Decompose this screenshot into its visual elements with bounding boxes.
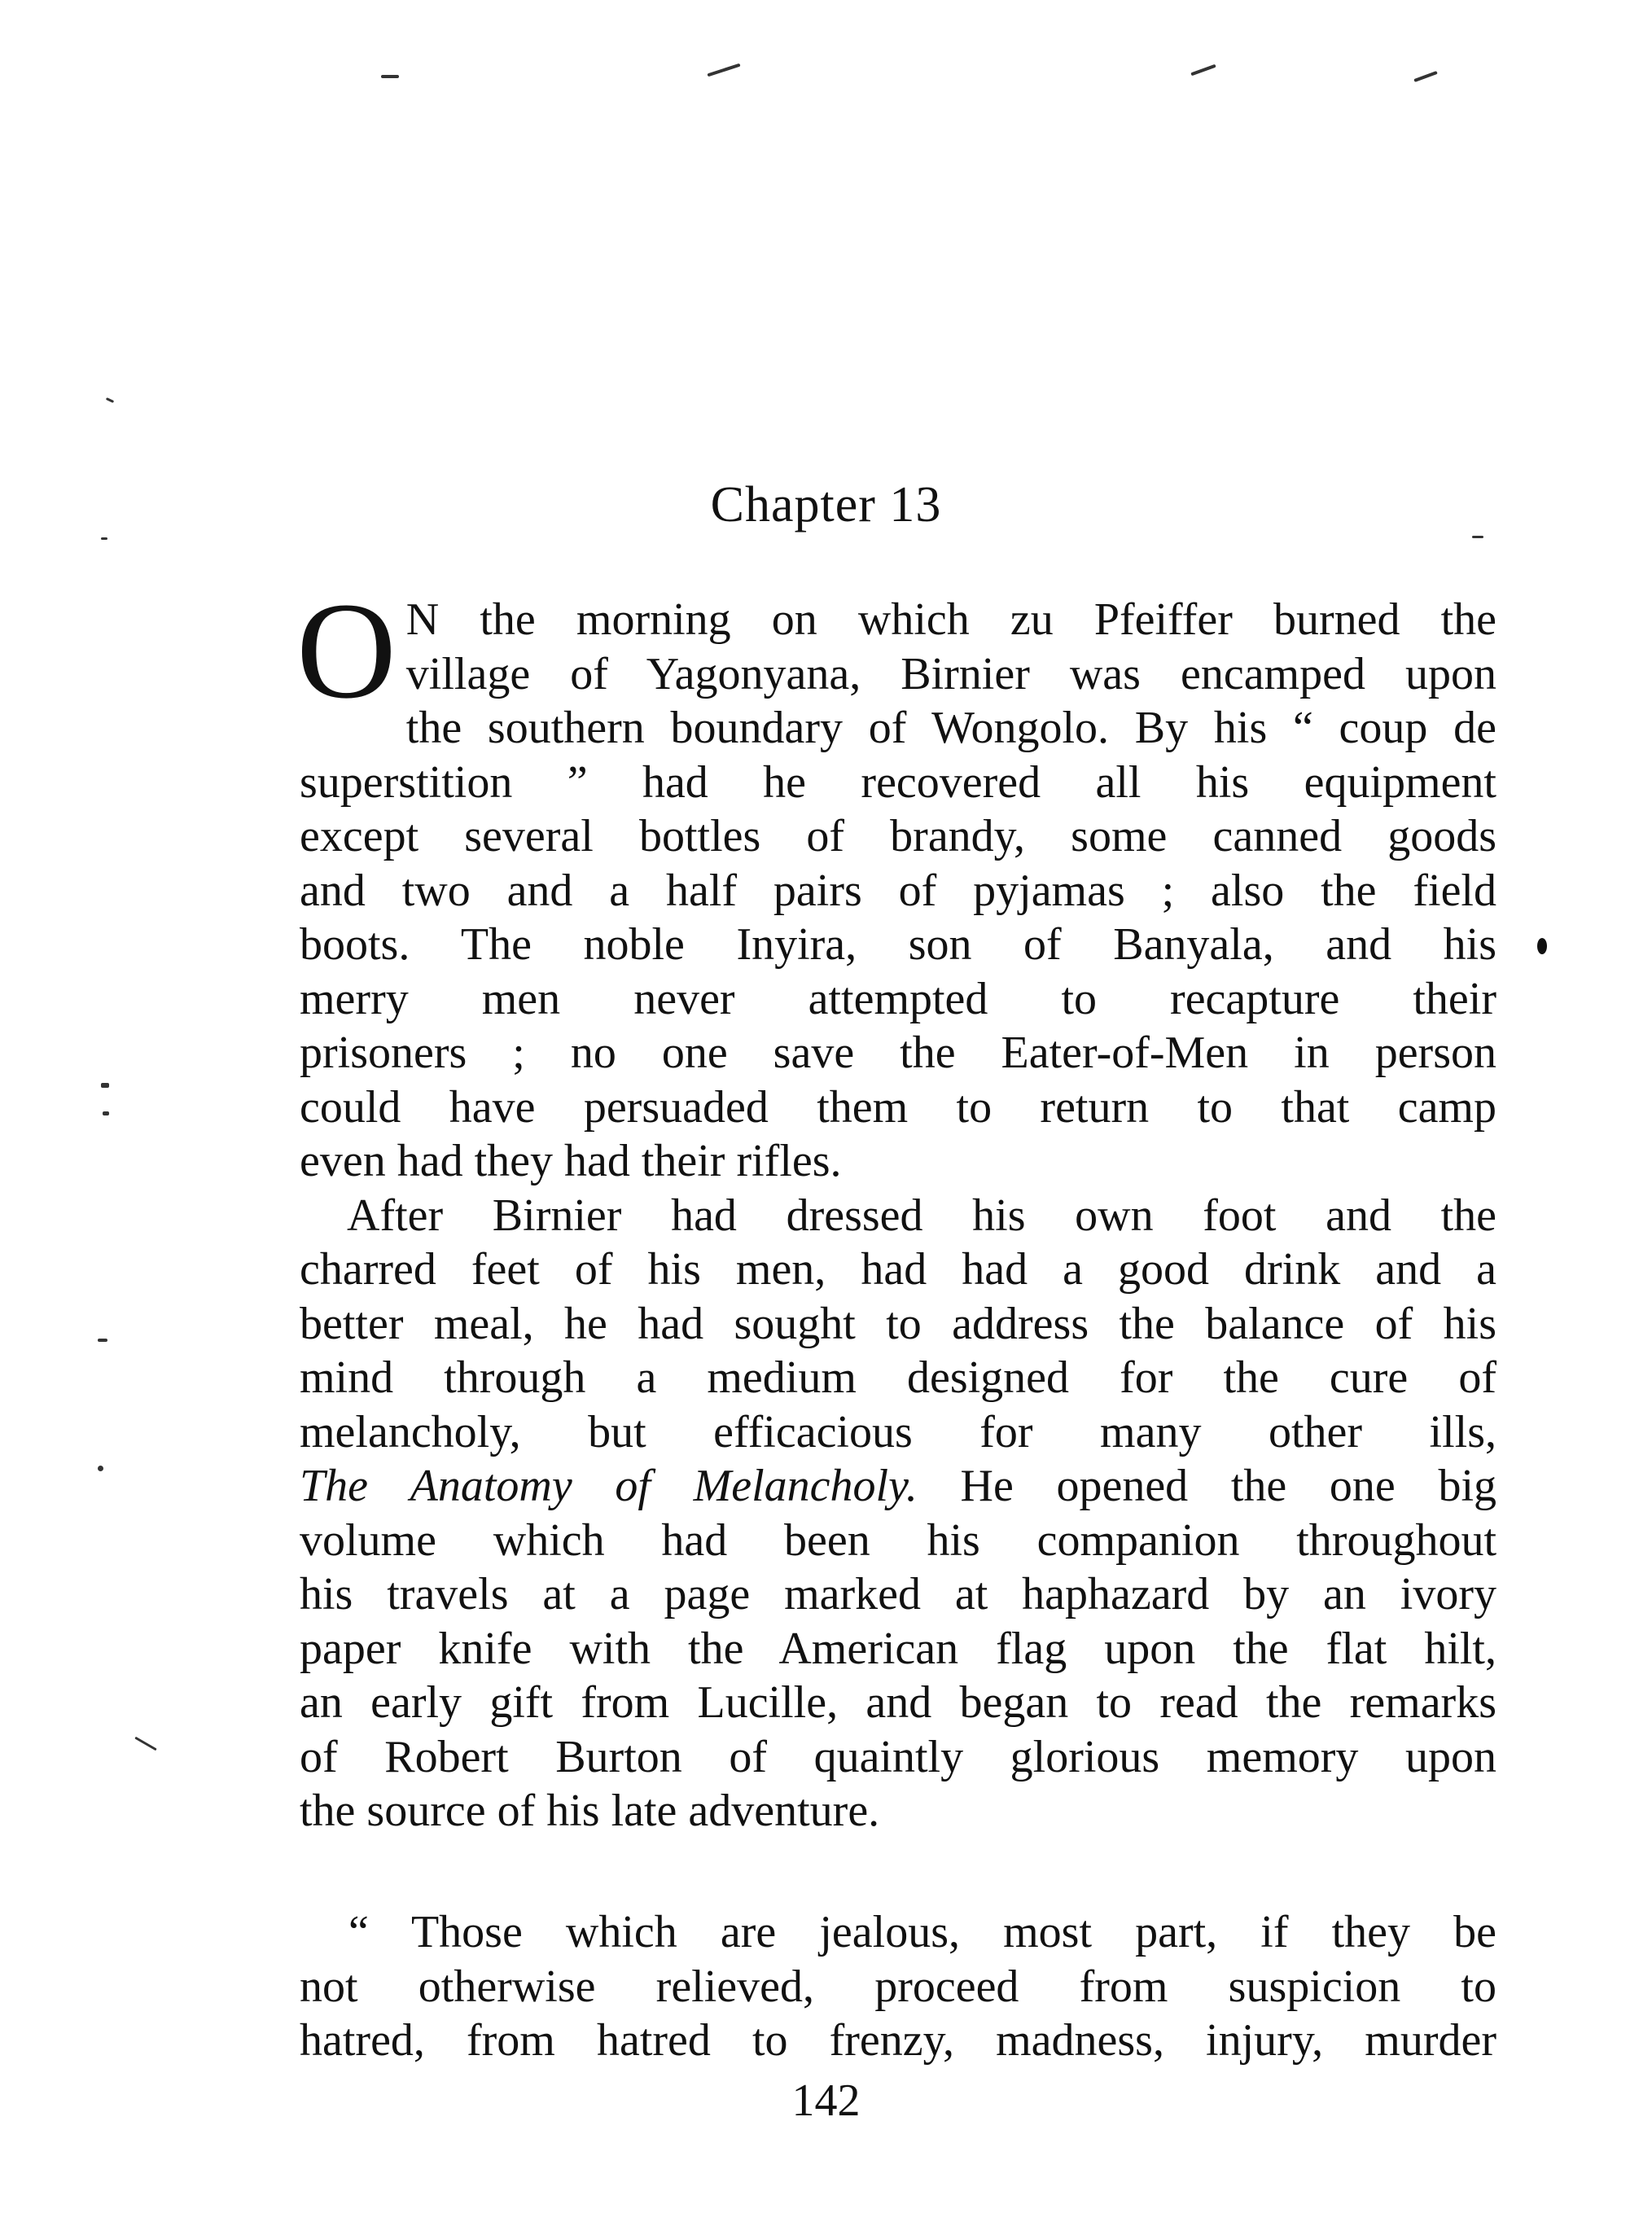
scan-speck bbox=[381, 75, 399, 78]
text-line: better meal, he had sought to address the balance of his bbox=[300, 1298, 1496, 1349]
paragraph-1 bbox=[296, 574, 1496, 1189]
text-line: charred feet of his men, had had a good drink and a bbox=[300, 1244, 1496, 1295]
text-line: paper knife with the American flag upon the flat hilt, bbox=[300, 1623, 1496, 1674]
quote-line: not otherwise relieved, proceed from suspicion to bbox=[300, 1961, 1496, 2012]
quotation-block bbox=[300, 1905, 1496, 2068]
text-fragment: He opened the one big bbox=[960, 1461, 1496, 1511]
text-line: the source of his late adventure. bbox=[300, 1786, 880, 1836]
quote-line: hatred, from hatred to frenzy, madness, injury, murder bbox=[300, 2015, 1496, 2066]
text-line: could have persuaded them to return to that camp bbox=[300, 1081, 1496, 1133]
text-line: an early gift from Lucille, and began to read the remarks bbox=[300, 1677, 1496, 1728]
text-line: of Robert Burton of quaintly glorious memory upon bbox=[300, 1731, 1496, 1782]
quote-line: “ Those which are jealous, most part, if they be bbox=[348, 1907, 1496, 1957]
text-line: N the morning on which zu Pfeiffer burned the bbox=[405, 594, 1496, 645]
scan-speck bbox=[106, 397, 114, 403]
text-line: volume which had been his companion throughout bbox=[300, 1514, 1496, 1566]
scan-speck bbox=[98, 1466, 103, 1471]
text-line: superstition ” had he recovered all his equipment bbox=[300, 756, 1496, 808]
scan-speck bbox=[101, 1083, 109, 1088]
text-line: and two and a half pairs of pyjamas ; also the field bbox=[300, 865, 1496, 916]
text-line: prisoners ; no one save the Eater-of-Men in person bbox=[300, 1028, 1496, 1078]
text-line: village of Yagonyana, Birnier was encamped upon bbox=[405, 648, 1496, 699]
text-line: melancholy, but efficacious for many other ills, bbox=[300, 1406, 1496, 1457]
scan-speck bbox=[1537, 938, 1547, 954]
scan-speck bbox=[1472, 536, 1483, 538]
page-number: 142 bbox=[791, 2075, 861, 2126]
scan-speck bbox=[1413, 71, 1438, 82]
text-line bbox=[300, 1459, 1496, 1514]
drop-cap-letter: O bbox=[296, 574, 397, 727]
body-text bbox=[296, 574, 1496, 1839]
book-title-italic: The Anatomy of Melancholy. bbox=[300, 1461, 918, 1511]
scan-speck bbox=[707, 64, 740, 77]
paragraph-2 bbox=[300, 1189, 1496, 1839]
text-line: except several bottles of brandy, some canned goods bbox=[300, 811, 1496, 861]
scan-speck bbox=[134, 1737, 156, 1751]
text-line: even had they had their rifles. bbox=[300, 1136, 842, 1186]
scan-speck bbox=[1190, 64, 1216, 77]
text-line: merry men never attempted to recapture their bbox=[300, 973, 1496, 1024]
text-line: boots. The noble Inyira, son of Banyala, and his bbox=[300, 919, 1496, 970]
scan-speck bbox=[101, 537, 107, 540]
text-line: the southern boundary of Wongolo. By his “ coup de bbox=[405, 703, 1496, 753]
scan-speck bbox=[103, 1111, 109, 1115]
text-line: mind through a medium designed for the cure of bbox=[300, 1352, 1496, 1403]
text-line: his travels at a page marked at haphazard by an ivory bbox=[300, 1569, 1496, 1619]
text-line: After Birnier had dressed his own foot and the bbox=[347, 1190, 1496, 1241]
chapter-heading: Chapter 13 bbox=[710, 477, 942, 532]
scan-speck bbox=[98, 1339, 107, 1342]
